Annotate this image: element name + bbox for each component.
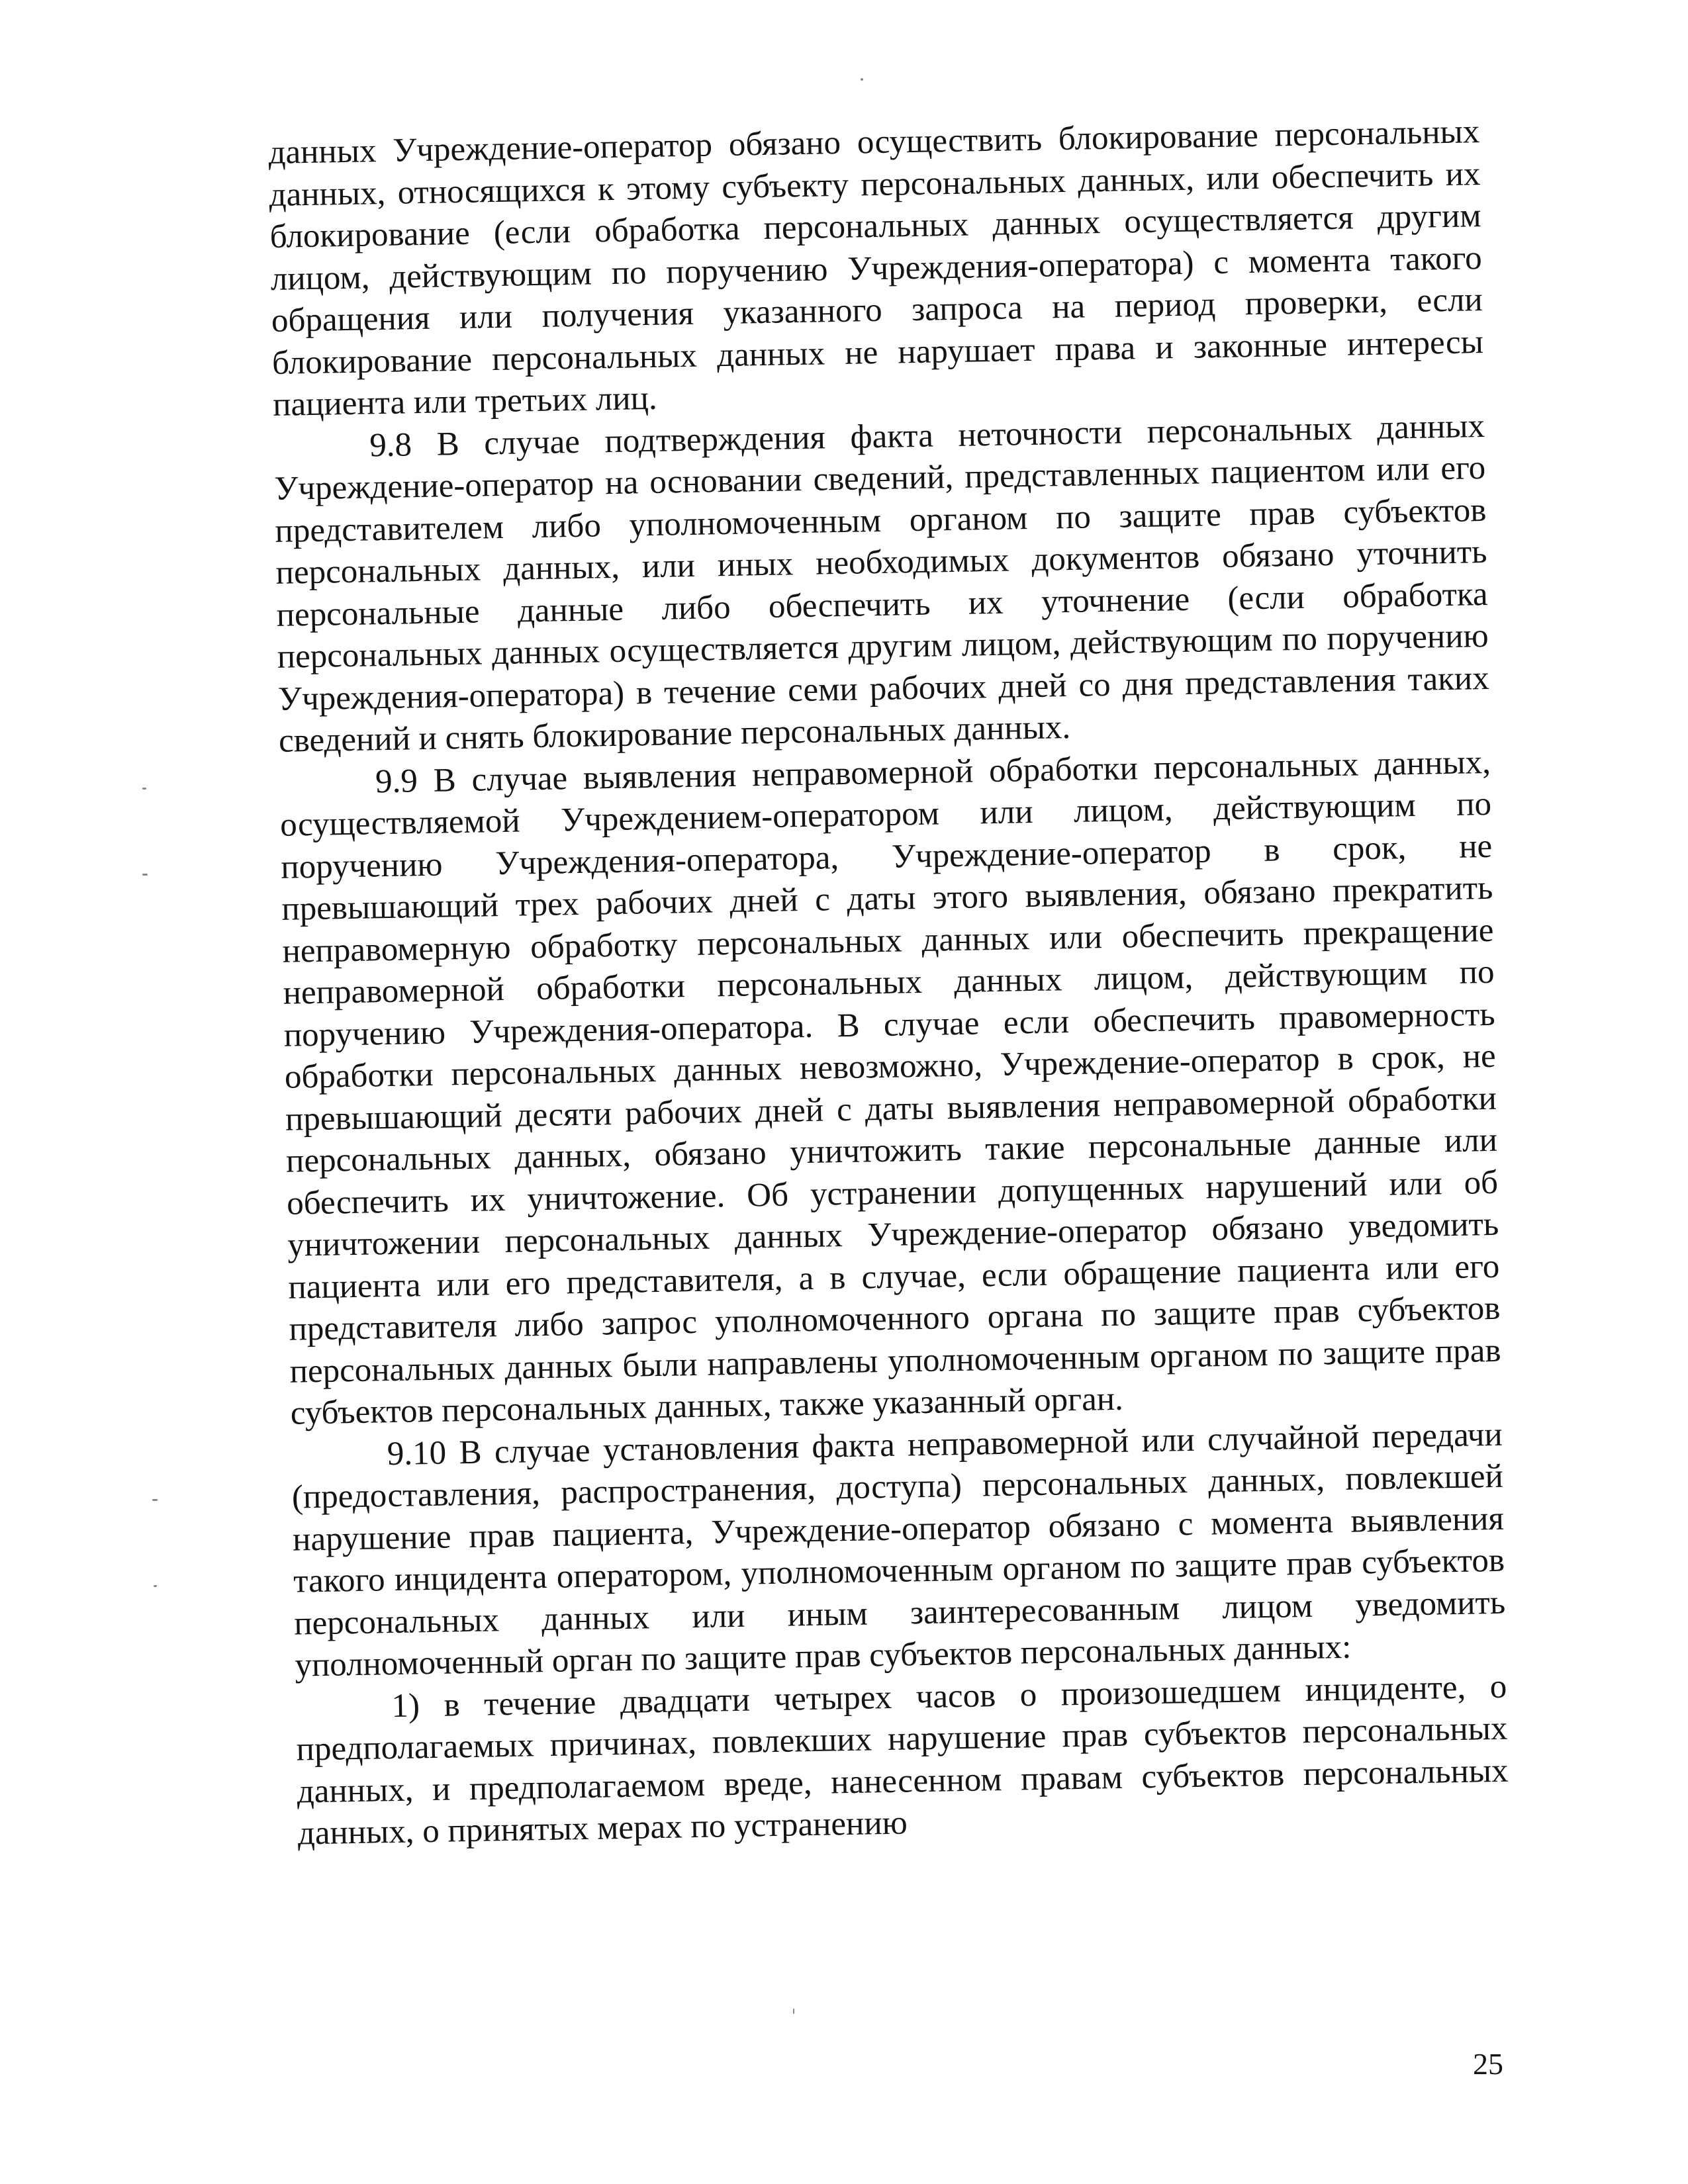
scan-speck <box>142 788 146 790</box>
scan-speck <box>861 78 863 81</box>
page-number: 25 <box>1473 2047 1503 2081</box>
scan-speck <box>142 874 148 876</box>
scan-speck <box>154 1585 157 1587</box>
paragraph-clause-9-9: 9.9 В случае выявления неправомерной обработки персональных данных, осуществляемой Учреждением-оператором или лицом, действующим по поручению Учреждения-оператора, Учреждение-оператор в срок, не превышающий трех рабочих дней с даты этого выявления, обязано прекратить неправомерную обработку персональных данных или обеспечить прекращение неправомерной обработки персональных данных лицом, действующим по поручению Учреждения-оператора. В случае если обеспечить правомерность обработки персональных данных невозможно, Учреждение-оператор в срок, не превышающий десяти рабочих дней с даты выявления неправомерной обработки персональных данных, обязано уничтожить такие персональные данные или обеспечить их уничтожение. Об устранении допущенных нарушений или об уничтожении персональных данных Учреждение-оператор обязано уведомить пациента или его представителя, а в случае, если обращение пациента или его представителя либо запрос уполномоченного органа по защите прав субъектов персональных данных были направлены уполномоченным органом по защите прав субъектов персональных данных, также указанный орган. <box>279 743 1501 1432</box>
paragraph-clause-9-8: 9.8 В случае подтверждения факта неточности персональных данных Учреждение-оператор на основании сведений, представленных пациентом или его представителем либо уполномоченным органом по защите прав субъектов персональных данных, или иных необходимых документов обязано уточнить персональные данные либо обеспечить их уточнение (если обработка персональных данных осуществляется другим лицом, действующим по поручению Учреждения-оператора) в течение семи рабочих дней со дня представления таких сведений и снять блокирование персональных данных. <box>273 407 1490 760</box>
paragraph-continuation: данных Учреждение-оператор обязано осуществить блокирование персональных данных, относящихся к этому субъекту персональных данных, или обеспечить их блокирование (если обработка персональных данных осуществляется другим лицом, действующим по поручению Учреждения-оператора) с момента такого обращения или получения указанного запроса на период проверки, если блокирование персональных данных не нарушает права и законные интересы пациента или третьих лиц. <box>268 113 1484 424</box>
scan-speck <box>152 1499 158 1501</box>
scan-speck <box>793 2009 794 2014</box>
paragraph-clause-9-10: 9.10 В случае установления факта неправомерной или случайной передачи (предоставления, распространения, доступа) персональных данных, повлекшей нарушение прав пациента, Учреждение-оператор обязано с момента выявления такого инцидента оператором, уполномоченным органом по защите прав субъектов персональных данных или иным заинтересованным лицом уведомить уполномоченный орган по защите прав субъектов персональных данных: <box>291 1416 1506 1684</box>
paragraph-item-1: 1) в течение двадцати четырех часов о произошедшем инциденте, о предполагаемых причинах, повлекших нарушение прав субъектов персональных данных, и предполагаемом вреде, нанесенном правам субъектов персональных данных, о принятых мерах по устранению <box>296 1668 1509 1852</box>
document-body <box>268 111 1509 1855</box>
